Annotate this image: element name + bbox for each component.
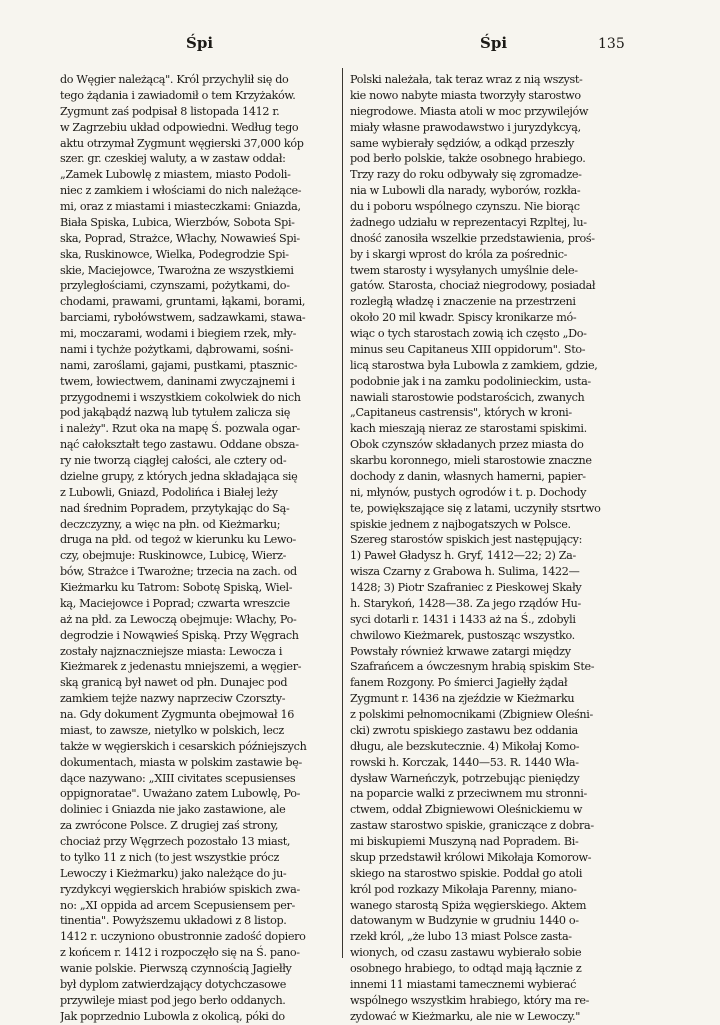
text-line: ctwem, oddał Zbigniewowi Oleśnickiemu w (350, 803, 583, 817)
text-line: dące nazywano: „XIII civitates scepusienses (60, 771, 296, 785)
text-line: aktu otrzymał Zygmunt węgierski 37,000 kóp (60, 136, 304, 150)
text-line: twem, łowiectwem, daninami zwyczajnemi i (60, 374, 295, 388)
text-line: rowski h. Korczak, 1440—53. R. 1440 Wła- (350, 755, 579, 769)
text-line: na poparcie walki z przeciwnem mu stronni- (350, 787, 587, 801)
text-line: niegrodowe. Miasta atoli w moc przywilejów (350, 104, 589, 118)
text-line: dysław Warneńczyk, potrzebując pieniędzy (350, 771, 580, 785)
text-line: około 20 mil kwadr. Spiscy kronikarze mó- (350, 311, 577, 325)
text-line: barciami, rybołówstwem, sadzawkami, stawa- (60, 311, 306, 325)
text-line: degrodzie i Nowąwieś Spiską. Przy Węgrach (60, 628, 299, 642)
text-line: szer. gr. czeskiej waluty, a w zastaw oddał: (60, 152, 286, 166)
text-line: osobnego hrabiego, to odtąd mają łącznie z (350, 962, 582, 975)
text-line: był dyplom zatwierdzający dotychczasowe (60, 977, 287, 991)
text-line: wanego starostą Spiża węgierskiego. Aktem (350, 898, 587, 912)
right-text-column (350, 72, 635, 1025)
text-line: no: „XI oppida ad arcem Scepusiensem per- (60, 898, 295, 912)
text-line: podobnie jak i na zamku podolinieckim, usta- (350, 374, 591, 388)
text-line: tinentia". Powyższemu układowi z 8 listop. (60, 914, 287, 928)
text-line: przygodnemi i wszystkiem cokolwiek do nich (60, 390, 301, 404)
text-line: Szereg starostów spiskich jest następujący: (350, 533, 582, 547)
text-line: du i poboru wspólnego czynszu. Nie biorąc (350, 200, 580, 213)
text-line: dzielne grupy, z których jedna składająca się (60, 469, 298, 483)
text-line: skie, Maciejowce, Twarożna ze wszystkiemi (60, 263, 294, 277)
text-line: ską granicą był nawet od płn. Dunajec pod (60, 676, 288, 690)
text-line: kach mieszają nieraz ze starostami spiskimi. (350, 422, 587, 436)
text-line: Kieżmarek z jedenastu mniejszemi, a węgier- (60, 660, 302, 674)
text-line: minus seu Capitaneus XIII oppidorum". Sto- (350, 342, 586, 356)
text-line: syci dotarli r. 1431 i 1433 aż na Ś., zdobyli (350, 612, 576, 626)
text-line: twem starosty i wysyłanych umyślnie dele- (350, 263, 578, 277)
text-line: nami, zaroślami, gajami, pustkami, ptasznic- (60, 358, 298, 372)
text-line: nia w Lubowli dla narady, wyborów, rozkła- (350, 184, 581, 198)
text-line: zastaw starostwo spiskie, graniczące z dobra- (350, 819, 594, 833)
text-line: same wybierały sędziów, a odkąd przeszły (350, 136, 574, 150)
text-line: Kieżmarku ku Tatrom: Sobotę Spiską, Wiel- (60, 581, 293, 594)
text-line: chwilowo Kieżmarek, pustosząc wszystko. (350, 628, 575, 642)
text-line: Szafrańcem a ówczesnym hrabią spiskim Ste- (350, 660, 595, 674)
text-line: nawiali starostowie podstarościch, zwanych (350, 390, 585, 404)
text-line: deczczyzny, a więc na płn. od Kieżmarku; (60, 517, 281, 531)
text-line: Biała Spiska, Lubica, Wierzbów, Sobota Spi- (60, 215, 295, 229)
text-line: by i skargi wprost do króla za pośrednic- (350, 247, 568, 261)
text-line: „Zamek Lubowlę z miastem, miasto Podoli- (60, 168, 291, 182)
text-line: datowanym w Budzynie w grudniu 1440 o- (350, 914, 579, 928)
text-line: na. Gdy dokument Zygmunta obejmował 16 (60, 708, 295, 721)
text-line: chociaż przy Węgrzech pozostało 13 miast, (60, 835, 291, 848)
text-line: z polskimi pełnomocnikami (Zbigniew Oleśni- (350, 708, 593, 721)
text-line: licą starostwa była Lubowla z zamkiem, gdzie, (350, 358, 598, 372)
text-line: wanie polskie. Pierwszą czynnością Jagiełły (60, 962, 292, 975)
text-line: spiskie jednem z najbogatszych w Polsce. (350, 517, 571, 531)
text-line: innemi 11 miastami tamecznemi wybierać (350, 977, 577, 991)
text-line: bów, Strażce i Twarożne; trzecia na zach. od (60, 565, 297, 579)
text-line: te, powiększające się z latami, uczyniły stsrtwo (350, 501, 601, 515)
text-line: zostały najznaczniejsze miasta: Lewocza i (60, 644, 283, 658)
text-line: Obok czynszów składanych przez miasta do (350, 438, 584, 452)
text-line: Polski należała, tak teraz wraz z nią wszyst- (350, 73, 583, 86)
text-line: także w węgierskich i cesarskich późniejszych (60, 739, 307, 753)
text-line: Trzy razy do roku odbywały się zgromadze- (350, 168, 582, 182)
text-line: pod jakąbądź nazwą lub tytułem zalicza się (60, 406, 290, 420)
text-line: ryzdykcyi węgierskich hrabiów spiskich zwa- (60, 882, 300, 896)
right-running-head: Śpi (480, 34, 508, 52)
text-line: skiego na starostwo spiskie. Poddał go atoli (350, 866, 583, 880)
text-line: mi, oraz z miastami i miasteczkami: Gniazda, (60, 200, 301, 213)
text-line: zydować w Kieżmarku, ale nie w Lewoczy." (350, 1009, 581, 1023)
text-line: Jak poprzednio Lubowla z okolicą, póki do (60, 1009, 285, 1023)
text-line: skup przedstawił królowi Mikołaja Komorow- (350, 850, 592, 864)
text-line: nąć całokształt tego zastawu. Oddane obsza- (60, 438, 299, 452)
text-line: ni, młynów, pustych ogrodów i t. p. Dochody (350, 485, 587, 499)
text-line: druga na płd. od tegoż w kierunku ku Lewo- (60, 533, 296, 547)
text-line: cki) zwrotu spiskiego zastawu bez oddania (350, 723, 578, 737)
page-number: 135 (598, 36, 625, 52)
text-line: za zwrócone Polsce. Z drugiej zaś strony, (60, 819, 279, 833)
text-line: chodami, prawami, gruntami, łąkami, borami, (60, 295, 306, 309)
text-line: „Capitaneus castrensis", których w kroni- (350, 406, 572, 420)
text-line: ry nie tworzą ciągłej całości, ale cztery od- (60, 454, 287, 467)
text-line: Zygmunt zaś podpisał 8 listopada 1412 r. (60, 104, 280, 118)
text-line: doliniec i Gniazda nie jako zastawione, ale (60, 803, 286, 817)
text-line: mi, moczarami, wodami i biegiem rzek, mły- (60, 327, 297, 340)
text-line: wionych, od czasu zastawu wybierało sobie (350, 946, 582, 960)
text-line: rzekł król, „że lubo 13 miast Polsce zasta- (350, 930, 572, 944)
text-line: długu, ale bezskutecznie. 4) Mikołaj Komo- (350, 739, 580, 753)
text-line: w Zagrzebiu układ odpowiedni. Według tego (60, 120, 299, 134)
text-line: h. Starykoń, 1428—38. Za jego rządów Hu- (350, 596, 581, 610)
text-line: Zygmunt r. 1436 na zjeździe w Kieżmarku (350, 692, 575, 706)
left-running-head: Śpi (186, 34, 214, 52)
text-line: do Węgier należącą". Król przychylił się do (60, 73, 289, 86)
text-line: tego żądania i zawiadomił o tem Krzyżaków. (60, 88, 296, 102)
text-line: Powstały również krwawe zatargi między (350, 644, 571, 658)
text-line: ska, Ruskinowce, Wielka, Podegrodzie Spi- (60, 247, 289, 261)
text-line: król pod rozkazy Mikołaja Parenny, miano- (350, 882, 577, 896)
text-line: miały własne prawodawstwo i juryzdykcyą, (350, 120, 581, 134)
text-line: to tylko 11 z nich (to jest wszystkie prócz (60, 850, 279, 864)
column-divider (342, 68, 343, 958)
text-line: dność zanosiła wszelkie przedstawienia, proś- (350, 231, 595, 245)
text-line: zamkiem tejże nazwy naprzeciw Czorszty- (60, 692, 286, 706)
text-line: wspólnego wszystkim hrabiego, który ma re- (350, 993, 590, 1007)
text-line: czy, obejmuje: Ruskinowce, Lubicę, Wierz- (60, 549, 287, 563)
text-line: i należy". Rzut oka na mapę Ś. pozwala ogar- (60, 422, 300, 436)
text-line: wiąc o tych starostach zowią ich często „Do- (350, 327, 587, 340)
text-line: 1) Paweł Gładysz h. Gryf, 1412—22; 2) Za- (350, 549, 576, 563)
text-line: wisza Czarny z Grabowa h. Sulima, 1422— (350, 565, 580, 579)
text-line: miast, to zawsze, nietylko w polskich, lecz (60, 723, 284, 737)
text-line: gatów. Starosta, chociaż niegrodowy, posiadał (350, 279, 596, 293)
text-line: ką, Maciejowce i Poprad; czwarta wreszcie (60, 596, 290, 610)
text-line: aż na płd. za Lewoczą obejmuje: Włachy, Po- (60, 612, 297, 626)
text-line: 1428; 3) Piotr Szafraniec z Pieskowej Skały (350, 581, 582, 594)
text-line: żadnego udziału w reprezentacyi Rzpltej, lu- (350, 215, 587, 229)
text-line: dochody z danin, własnych hamerni, papier- (350, 469, 586, 483)
text-line: skarbu koronnego, mieli starostowie znaczne (350, 454, 592, 467)
text-line: ska, Poprad, Strażce, Włachy, Nowawieś Spi- (60, 231, 300, 245)
text-line: dokumentach, miasta w polskim zastawie bę- (60, 755, 302, 769)
text-line: nad średnim Popradem, przytykając do Są- (60, 501, 290, 515)
text-line: Lewoczy i Kieżmarku) jako należące do ju- (60, 866, 287, 880)
text-line: kie nowo nabyte miasta tworzyły starostwo (350, 88, 581, 102)
text-line: fanem Rozgony. Po śmierci Jagiełły żądał (350, 676, 568, 690)
text-line: rozległą władzę i znaczenie na przestrzeni (350, 295, 576, 309)
text-line: z Lubowli, Gniazd, Podolińca i Białej leży (60, 485, 278, 499)
text-line: nami i tychże pożytkami, dąbrowami, sośni- (60, 342, 294, 356)
text-line: mi biskupiemi Muszyną nad Popradem. Bi- (350, 835, 579, 848)
text-line: oppignoratae". Uważano zatem Lubowlę, Po- (60, 787, 301, 801)
text-line: 1412 r. uczyniono obustronnie zadość dopiero (60, 930, 306, 944)
text-line: z końcem r. 1412 i rozpoczęło się na Ś. pano- (60, 946, 300, 960)
text-line: niec z zamkiem i włościami do nich należące- (60, 184, 302, 198)
text-line: przyległościami, czynszami, pożytkami, do- (60, 279, 290, 293)
left-text-column (60, 72, 345, 1025)
text-line: przywileje miast pod jego berło oddanych. (60, 993, 286, 1007)
text-line: pod berło polskie, także osobnego hrabiego. (350, 152, 586, 166)
